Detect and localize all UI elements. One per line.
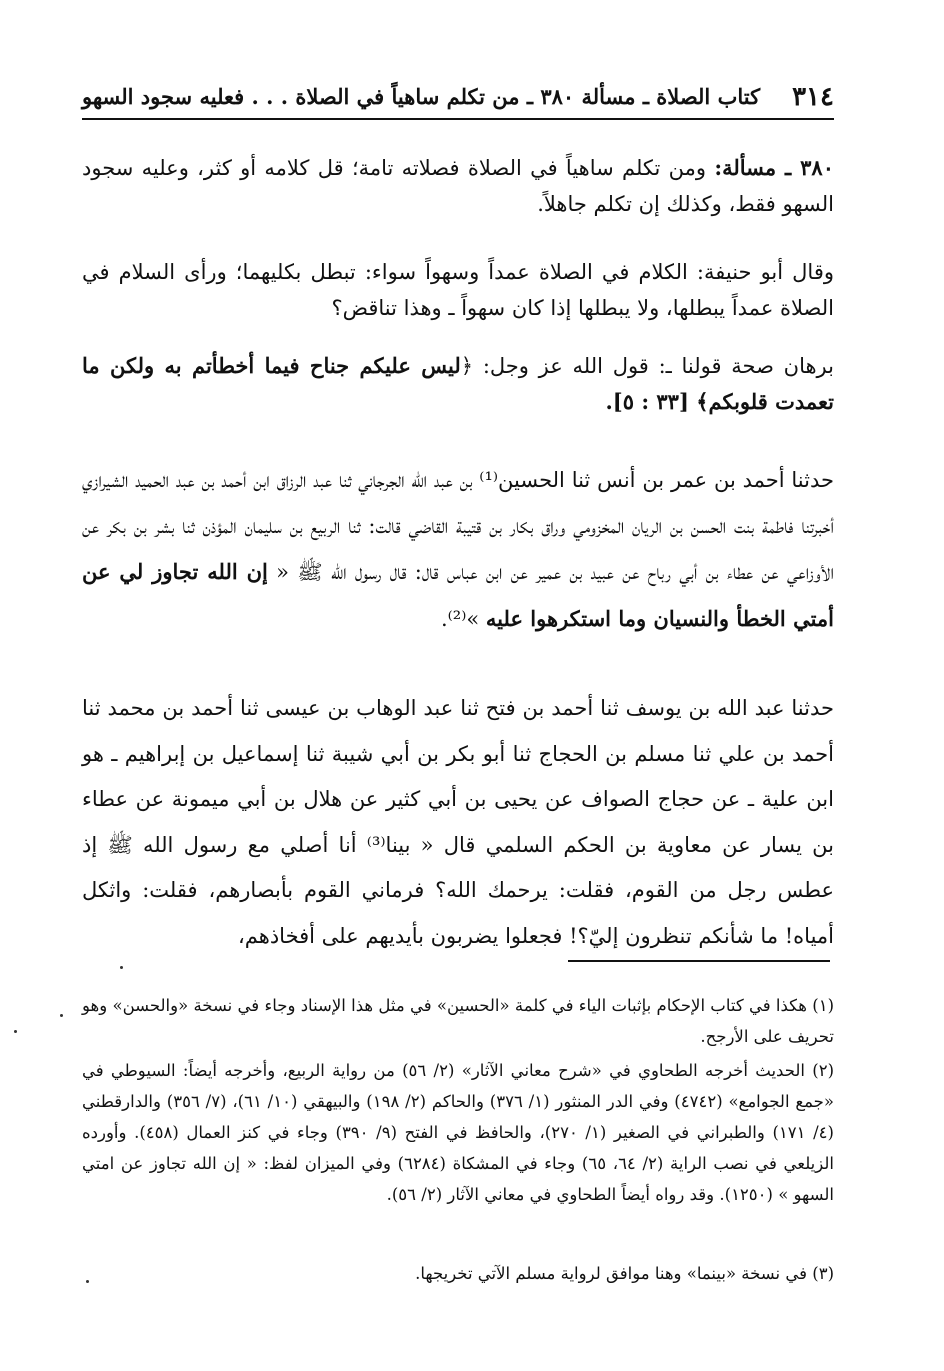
abu-hanifa-paragraph: وقال أبو حنيفة: الكلام في الصلاة عمداً وسهواً سواء: تبطل بكليهما؛ ورأى السلام في الصلاة عمداً يبطلها، ولا يبطلها إذا كان سهواً ـ وهذا تناقض؟ (82, 260, 834, 320)
issue-paragraph (82, 150, 834, 222)
scan-speck (86, 1280, 89, 1283)
hadith-paragraph-2: حدثنا عبد الله بن يوسف ثنا أحمد بن فتح ثنا عبد الوهاب بن عيسى ثنا أحمد بن محمد ثنا أحمد بن علي ثنا مسلم بن الحجاج ثنا أبو بكر بن أبي شيبة ثنا إسماعيل بن إبراهيم ـ هو ابن علية ـ عن حجاج الصواف عن يحيى بن أبي كثير عن هلال بن أبي ميمونة عن عطاء بن يسار عن معاوية بن الحكم السلمي قال « بينا⁽³⁾ أنا أصلي مع رسول الله ﷺ إذ عطس رجل من القوم، فقلت: يرحمك الله؟ فرماني القوم بأبصارهم، فقلت: واثكل أمياه! ما شأنكم تنظرون إليّ؟! فجعلوا يضربون بأيديهم على أفخاذهم، (82, 696, 834, 948)
hadith1-end: »⁽²⁾. (440, 606, 480, 631)
footnote-separator (568, 960, 830, 962)
running-head: كتاب الصلاة ـ مسألة ٣٨٠ ـ من تكلم ساهياً في الصلاة . . . فعليه سجود السهو (82, 84, 761, 109)
proof-paragraph (82, 348, 834, 420)
proof-intro: برهان صحة قولنا ـ: قول الله عز وجل: ﴿ (460, 354, 834, 378)
scan-speck (120, 966, 123, 969)
issue-number: ٣٨٠ ـ مسألة: (714, 155, 834, 180)
hadith1-chain: حدثنا أحمد بن عمر بن أنس ثنا الحسين⁽¹⁾ بن عبد الله الجرجاني ثنا عبد الرزاق ابن أحمد بن عبد الحميد الشيرازي أخبرتنا فاطمة بنت الحسن بن الريان المخزومي وراق بكار بن قتيبة القاضي قالت: ثنا الربيع بن سليمان المؤذن ثنا بشر بن بكر عن الأوزاعي عن عطاء بن أبي رباح عن عبيد بن عمير عن ابن عباس قال: قال رسول الله ﷺ « (82, 468, 834, 584)
footnote-2: (٢) الحديث أخرجه الطحاوي في «شرح معاني الآثار» (٢/ ٥٦) من رواية الربيع، وأخرجه أيضاً: السيوطي في «جمع الجوامع» (٤٧٤٢) وفي الدر المنثور (١/ ٣٧٦) والحاكم (٢/ ١٩٨) والبيهقي (١٠/ ٦١)، (٧/ ٣٥٦) والدارقطني (٤/ ١٧١) والطبراني في الصغير (١/ ٢٧٠)، والحافظ في الفتح (٩/ ٣٩٠) وجاء في كنز العمال (٤٥٨). وأورده الزيلعي في نصب الراية (٢/ ٦٤، ٦٥) وجاء في المشكاة (٦٢٨٤) وفي الميزان لفظ: « إن الله تجاوز عن امتي السهو » (١٢٥٠). وقد رواه أيضاً الطحاوي في معاني الآثار (٢/ ٥٦). (82, 1061, 834, 1204)
quran-verse: ليس عليكم جناح فيما أخطأتم به ولكن ما تعمدت قلوبكم (82, 353, 834, 414)
verse-reference: ﴾ [٣٣ : ٥]. (605, 389, 709, 414)
issue-text: ومن تكلم ساهياً في الصلاة فصلاته تامة؛ قل كلامه أو كثر، وعليه سجود السهو فقط، وكذلك إن تكلم جاهلاً. (82, 156, 834, 216)
hadith-paragraph-1 (82, 458, 834, 642)
footnote-1: (١) هكذا في كتاب الإحكام بإثبات الياء في كلمة «الحسين» في مثل هذا الإسناد وجاء في نسخة «والحسن» وهو تحريف على الأرجح. (82, 996, 834, 1046)
scan-speck (14, 1030, 17, 1033)
page-header (82, 78, 834, 120)
scan-speck (60, 1014, 63, 1017)
hadith1-matn: إن الله تجاوز لي عن أمتي الخطأ والنسيان وما استكرهوا عليه (82, 559, 834, 631)
footnote-3: (٣) في نسخة «بينما» وهنا موافق لرواية مسلم الآتي تخريجها. (415, 1264, 834, 1283)
page-number: ٣١٤ (792, 82, 834, 112)
